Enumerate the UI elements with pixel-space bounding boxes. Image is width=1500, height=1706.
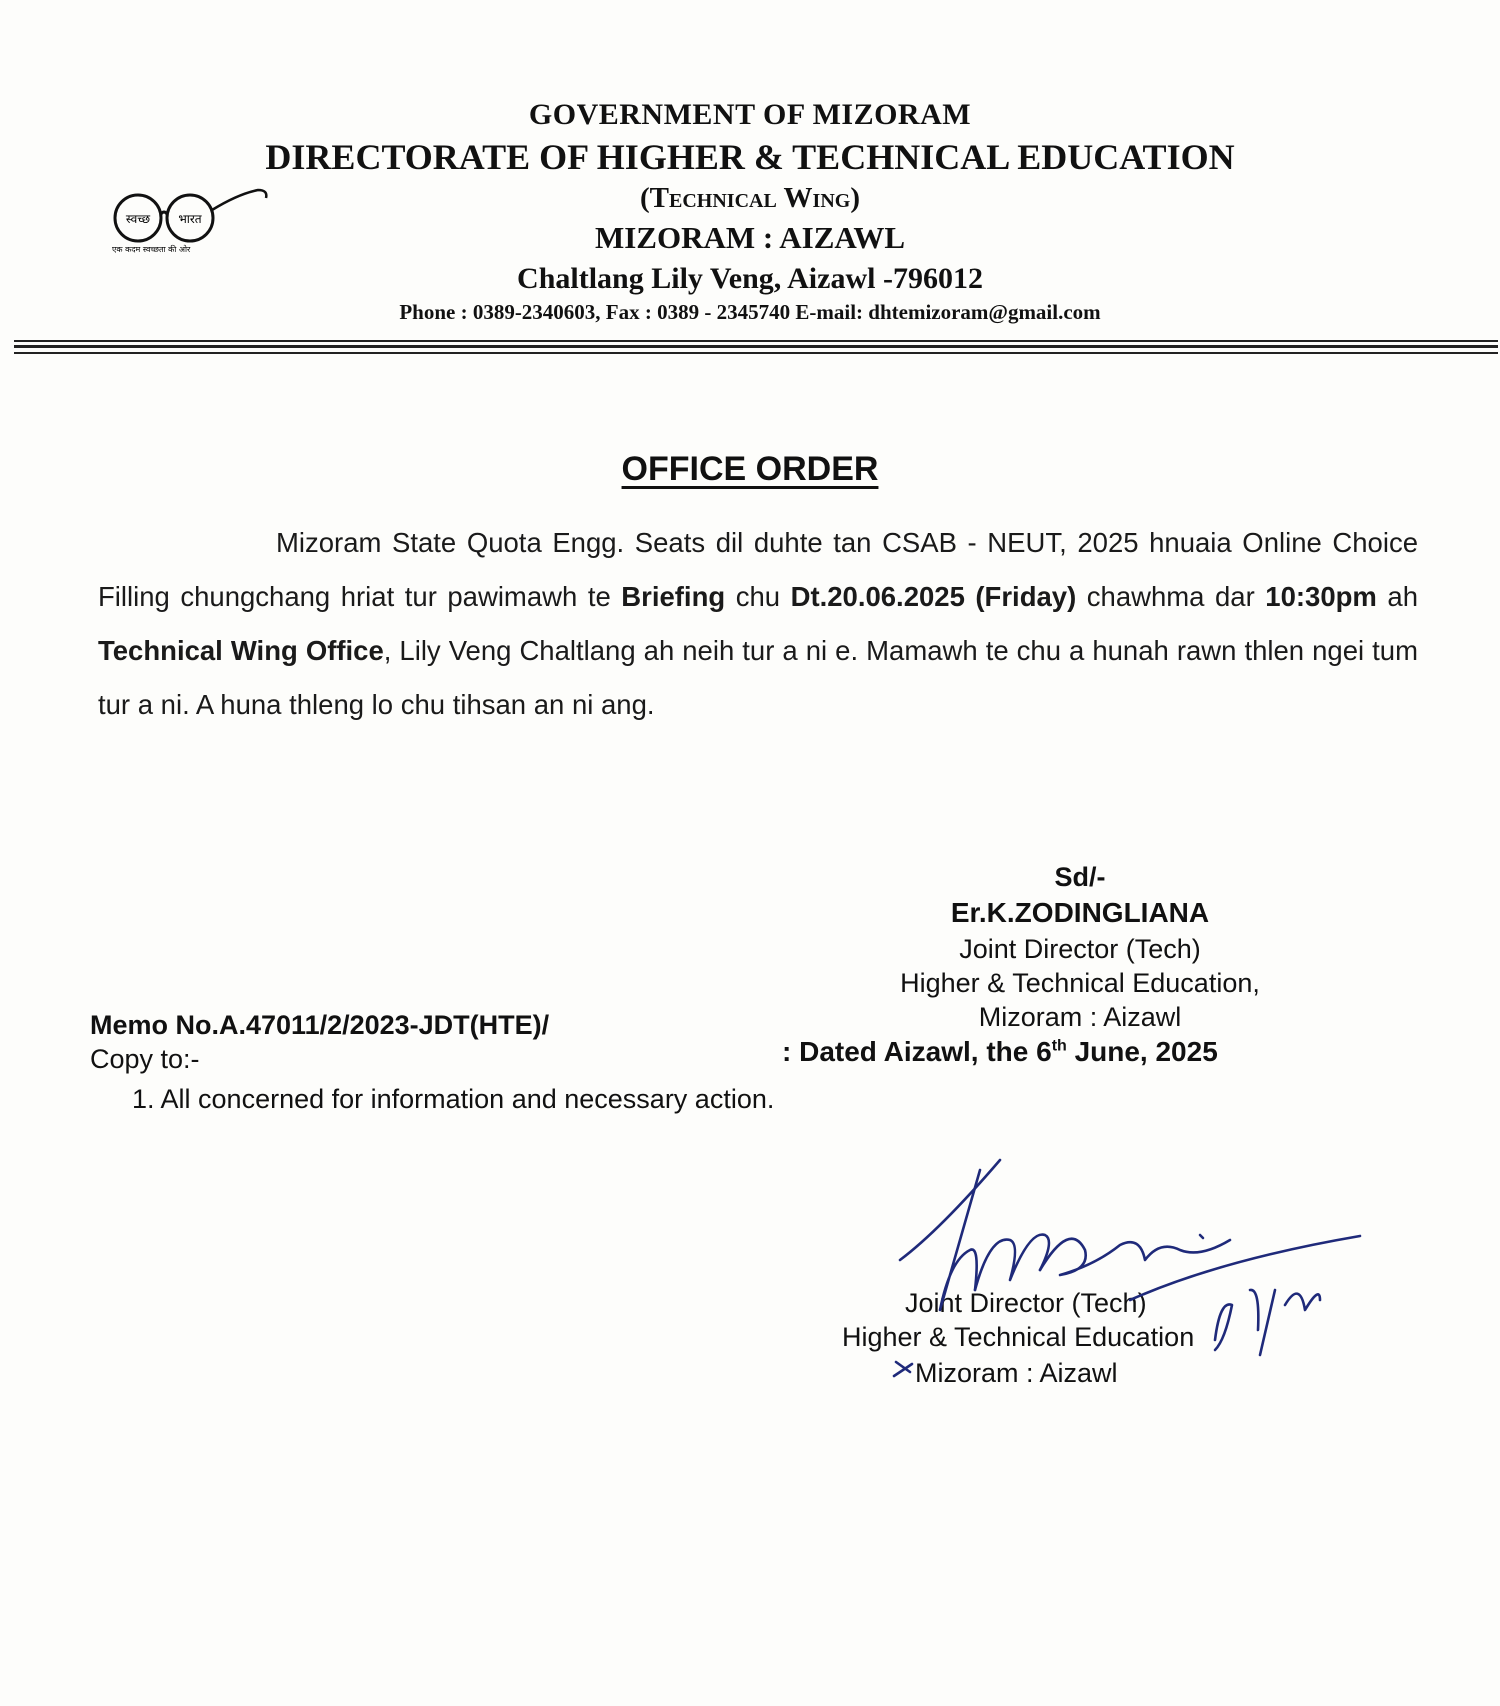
sd-mark: Sd/- (1054, 862, 1106, 892)
signature-department: Higher & Technical Education (842, 1322, 1195, 1352)
signature-designation: Joint Director (Tech) (905, 1288, 1147, 1318)
header-wing: (Technical Wing) (640, 182, 860, 214)
header-address: Chaltlang Lily Veng, Aizawl -796012 (517, 262, 983, 295)
signatory-designation: Joint Director (Tech) (959, 934, 1201, 964)
header-divider (14, 345, 1498, 348)
header-divider (14, 352, 1498, 354)
header-contact: Phone : 0389-2340603, Fax : 0389 - 2345740 E-mail: dhtemizoram@gmail.com (399, 300, 1101, 324)
header-directorate: DIRECTORATE OF HIGHER & TECHNICAL EDUCATION (265, 137, 1235, 177)
signatory-department: Higher & Technical Education, (900, 968, 1260, 998)
swachh-bharat-spectacles-icon (108, 186, 268, 256)
logo-tagline: एक कदम स्वच्छता की ओर (112, 245, 191, 254)
copy-to-item: 1. All concerned for information and necessary action. (132, 1084, 775, 1114)
logo-left-lens-label: स्वच्छ (125, 212, 151, 226)
header-city: MIZORAM : AIZAWL (594, 220, 905, 255)
memo-date: : Dated Aizawl, the 6th June, 2025 (782, 1036, 1218, 1067)
signatory-place: Mizoram : Aizawl (978, 1002, 1182, 1032)
memo-number: Memo No.A.47011/2/2023-JDT(HTE)/ (90, 1010, 550, 1040)
header-government: GOVERNMENT OF MIZORAM (528, 98, 972, 131)
logo-right-lens-label: भारत (178, 212, 202, 226)
header-divider (14, 340, 1498, 342)
signature-place: Mizoram : Aizawl (915, 1358, 1118, 1388)
signatory-name: Er.K.ZODINGLIANA (950, 897, 1210, 928)
office-order-body: Mizoram State Quota Engg. Seats dil duhte tan CSAB - NEUT, 2025 hnuaia Online Choice Filling chungchang hriat tur pawimawh te Briefing chu Dt.20.06.2025 (Friday) chawhma dar 10:30pm ah Technical Wing Office, Lily Veng Chaltlang ah neih tur a ni e. Mamawh te chu a hunah rawn thlen ngei tum tur a ni. A huna thleng lo chu tihsan an ni ang. (98, 527, 1418, 720)
office-order-title: OFFICE ORDER (621, 450, 879, 488)
copy-to-label: Copy to:- (90, 1044, 200, 1074)
